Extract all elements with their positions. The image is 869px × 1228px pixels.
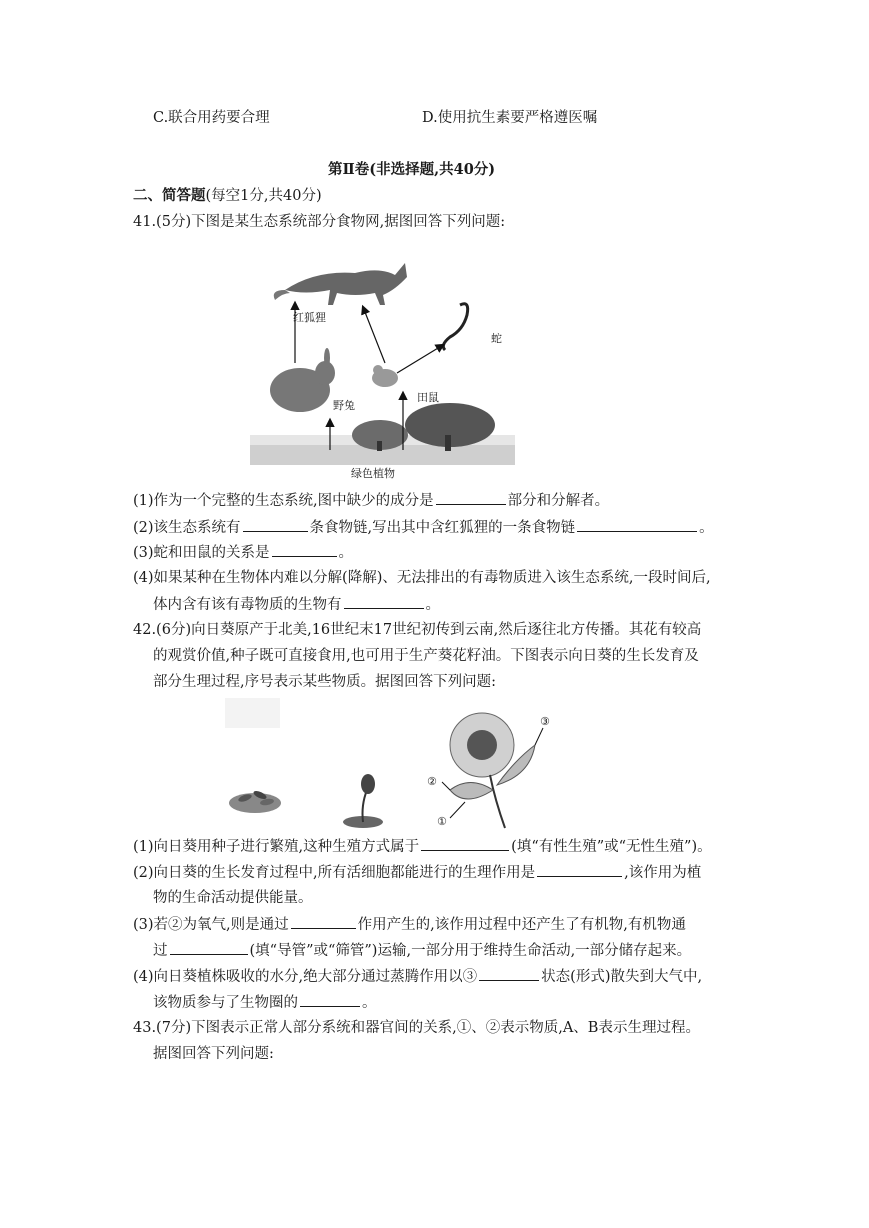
q41-sub3: (3)蛇和田鼠的关系是 。	[133, 542, 353, 563]
sunflower-plant-drawing	[442, 713, 543, 828]
answer-blank[interactable]	[577, 517, 697, 532]
food-web-figure	[245, 245, 520, 480]
label-plants: 绿色植物	[351, 467, 395, 480]
q42-line1: 42.(6分)向日葵原产于北美,16世纪末17世纪初传到云南,然后逐往北方传播。其花有较高	[133, 622, 702, 638]
q42-line3: 部分生理过程,序号表示某些物质。据图回答下列问题:	[153, 674, 496, 690]
answer-blank[interactable]	[479, 966, 539, 981]
label-snake: 蛇	[491, 332, 502, 345]
q42-sub2-line2: 物的生命活动提供能量。	[153, 890, 313, 906]
marker-1: ①	[437, 815, 447, 828]
marker-2: ②	[427, 775, 437, 788]
q42-sub3: (3)若②为氧气,则是通过 作用产生的,该作用过程中还产生了有机物,有机物通	[133, 914, 686, 935]
part-heading-note: (每空1分,共40分)	[205, 188, 322, 204]
answer-blank[interactable]	[537, 862, 622, 877]
q41-sub1: (1)作为一个完整的生态系统,图中缺少的成分是 部分和分解者。	[133, 490, 609, 511]
q43-line2: 据图回答下列问题:	[153, 1046, 274, 1062]
label-fox: 红狐狸	[293, 311, 326, 324]
option-d: D.使用抗生素要严格遵医嘱	[422, 110, 598, 126]
q42-sub4: (4)向日葵植株吸收的水分,绝大部分通过蒸腾作用以③ 状态(形式)散失到大气中,	[133, 966, 702, 987]
q42-sub1: (1)向日葵用种子进行繁殖,这种生殖方式属于 (填“有性生殖”或“无性生殖”)。	[133, 836, 712, 857]
q41-stem: 41.(5分)下图是某生态系统部分食物网,据图回答下列问题:	[133, 214, 506, 230]
q42-sub4-line2: 该物质参与了生物圈的 。	[153, 992, 377, 1013]
answer-blank[interactable]	[421, 836, 509, 851]
q41-sub4-line1: (4)如果某种在生物体内难以分解(降解)、无法排出的有毒物质进入该生态系统,一段时间后,	[133, 570, 711, 586]
answer-blank[interactable]	[243, 517, 308, 532]
q42-sub3-line2: 过 (填“导管”或“筛管”)运输,一部分用于维持生命活动,一部分储存起来。	[153, 940, 691, 961]
answer-blank[interactable]	[170, 940, 248, 955]
q42-sub2: (2)向日葵的生长发育过程中,所有活细胞都能进行的生理作用是 ,该作用为植	[133, 862, 701, 883]
fox-drawing	[274, 263, 407, 305]
q41-sub2: (2)该生态系统有 条食物链,写出其中含红狐狸的一条食物链 。	[133, 517, 714, 538]
seedling-drawing	[343, 774, 383, 828]
q41-sub4-line2: 体内含有该有毒物质的生物有 。	[153, 594, 440, 615]
label-rabbit: 野兔	[333, 399, 355, 412]
food-web-illustration	[245, 245, 520, 480]
q42-line2: 的观赏价值,种子既可直接食用,也可用于生产葵花籽油。下图表示向日葵的生长发育及	[153, 648, 699, 664]
section-title: 第Ⅱ卷(非选择题,共40分)	[328, 161, 496, 178]
answer-blank[interactable]	[344, 594, 424, 609]
sunflower-illustration	[215, 690, 560, 835]
part-heading-title: 二、简答题	[133, 187, 206, 204]
q43-line1: 43.(7分)下图表示正常人部分系统和器官间的关系,①、②表示物质,A、B表示生理过程。	[133, 1020, 700, 1036]
label-mouse: 田鼠	[417, 391, 439, 404]
part-heading	[133, 186, 322, 206]
answer-blank[interactable]	[272, 542, 337, 557]
answer-blank[interactable]	[436, 490, 506, 505]
answer-blank[interactable]	[300, 992, 360, 1007]
seeds-drawing	[229, 789, 281, 813]
marker-3: ③	[540, 715, 550, 728]
sunflower-figure	[215, 690, 560, 835]
answer-blank[interactable]	[291, 914, 356, 929]
option-c: C.联合用药要合理	[153, 110, 270, 126]
